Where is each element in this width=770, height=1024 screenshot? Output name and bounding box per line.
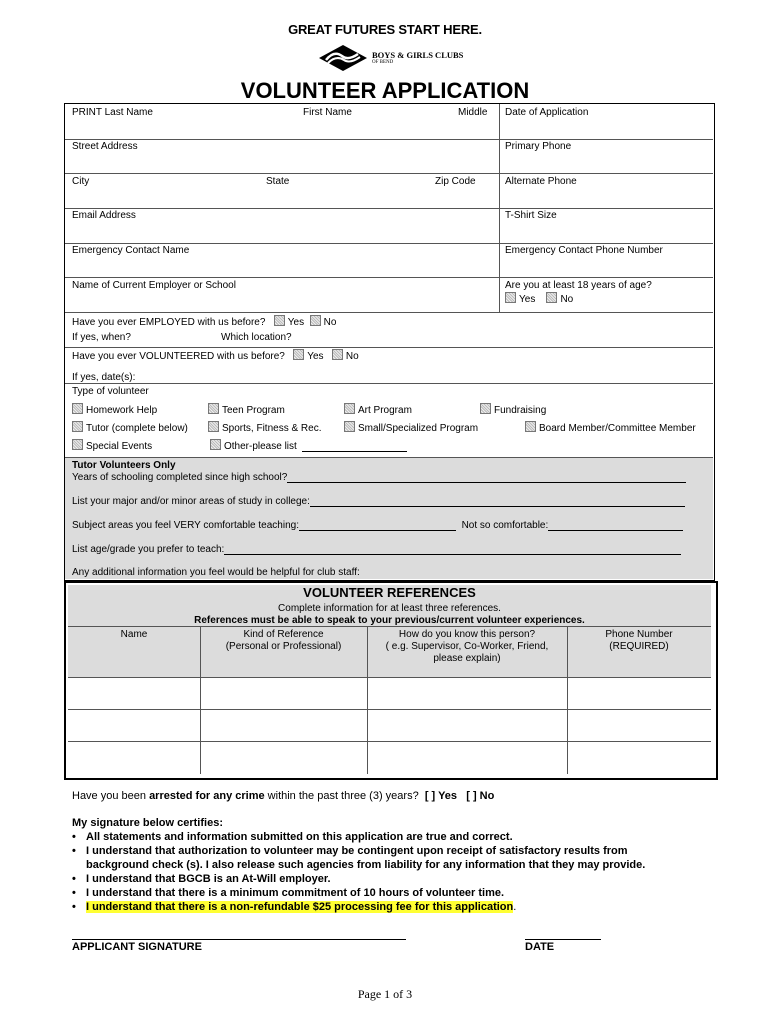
cert-item-3: I understand that BGCB is an At-Will employer. (86, 873, 331, 885)
logo-subtext: OF BEND (372, 60, 394, 65)
applicant-signature-label: APPLICANT SIGNATURE (72, 941, 202, 953)
zip-code-field[interactable]: Zip Code (435, 176, 476, 187)
comfortable-subjects-field[interactable]: Subject areas you feel VERY comfortable teaching: Not so comfortable: (72, 520, 683, 531)
fundraising-option[interactable]: Fundraising (480, 403, 546, 416)
which-location-field[interactable]: Which location? (221, 332, 292, 343)
page-number: Page 1 of 3 (357, 987, 413, 1001)
date-line[interactable] (525, 939, 601, 940)
volunteered-question (72, 349, 359, 362)
emergency-contact-phone-field[interactable]: Emergency Contact Phone Number (505, 245, 663, 256)
age-yes-label: Yes (519, 294, 536, 305)
employed-no-label: No (323, 317, 337, 328)
signature-line[interactable] (72, 939, 406, 940)
arrest-yes-option[interactable]: [ ] Yes (424, 790, 458, 802)
club-logo-icon (318, 44, 368, 72)
age-options (505, 292, 573, 305)
arrest-no-option[interactable]: [ ] No (466, 790, 495, 802)
tutor-option[interactable]: Tutor (complete below) (72, 421, 188, 434)
cert-item-1: All statements and information submitted on this application are true and correct. (86, 831, 513, 843)
bullet: • (72, 831, 76, 843)
volunteered-no-checkbox[interactable] (332, 349, 343, 360)
employed-yes-checkbox[interactable] (274, 315, 285, 326)
page-title: VOLUNTEER APPLICATION (240, 78, 530, 103)
emergency-contact-name-field[interactable]: Emergency Contact Name (72, 245, 190, 256)
age-no-label: No (560, 294, 574, 305)
age-yes-checkbox[interactable] (505, 292, 516, 303)
date-of-application-field[interactable]: Date of Application (505, 107, 589, 118)
employed-no-checkbox[interactable] (310, 315, 321, 326)
sports-option[interactable]: Sports, Fitness & Rec. (208, 421, 321, 434)
teen-program-option[interactable]: Teen Program (208, 403, 285, 416)
employed-question (72, 315, 336, 328)
state-field[interactable]: State (266, 176, 290, 187)
small-program-option[interactable]: Small/Specialized Program (344, 421, 478, 434)
homework-help-checkbox[interactable] (72, 403, 83, 414)
age-question: Are you at least 18 years of age? (505, 280, 652, 291)
logo-text: BOYS & GIRLS CLUBS (372, 50, 464, 60)
tshirt-size-field[interactable]: T-Shirt Size (505, 210, 557, 221)
alternate-phone-field[interactable]: Alternate Phone (505, 176, 577, 187)
other-checkbox[interactable] (210, 439, 221, 450)
email-address-field[interactable]: Email Address (72, 210, 136, 221)
additional-info-field[interactable]: Any additional information you feel would be helpful for club staff: (72, 567, 360, 578)
cert-item-5: I understand that there is a non-refundable $25 processing fee for this application. (86, 901, 517, 913)
certification-heading: My signature below certifies: (72, 817, 223, 829)
employed-question-text: Have you ever EMPLOYED with us before? (72, 317, 266, 328)
date-label: DATE (525, 941, 555, 953)
if-yes-when-field[interactable]: If yes, when? (72, 332, 131, 343)
art-program-checkbox[interactable] (344, 403, 355, 414)
other-option[interactable]: Other-please list (210, 439, 407, 452)
reference-row-3[interactable] (69, 742, 711, 772)
board-member-option[interactable]: Board Member/Committee Member (525, 421, 696, 434)
employed-yes-label: Yes (287, 317, 305, 328)
tagline: GREAT FUTURES START HERE. (288, 22, 482, 37)
tutor-heading: Tutor Volunteers Only (72, 460, 176, 471)
reference-row-2[interactable] (69, 710, 711, 740)
teen-program-checkbox[interactable] (208, 403, 219, 414)
references-heading: VOLUNTEER REFERENCES (303, 585, 476, 600)
bullet: • (72, 887, 76, 899)
other-input[interactable] (302, 442, 407, 452)
special-events-option[interactable]: Special Events (72, 439, 152, 452)
volunteered-yes-label: Yes (307, 351, 324, 362)
age-no-checkbox[interactable] (546, 292, 557, 303)
homework-help-option[interactable]: Homework Help (72, 403, 157, 416)
first-name-field[interactable]: First Name (303, 107, 352, 118)
middle-name-field[interactable]: Middle (458, 107, 488, 118)
ref-col-phone: Phone Number (REQUIRED) (605, 629, 673, 652)
major-field[interactable]: List your major and/or minor areas of study in college: (72, 496, 685, 507)
cert-item-4: I understand that there is a minimum commitment of 10 hours of volunteer time. (86, 887, 505, 899)
ref-col-how: How do you know this person? ( e.g. Supervisor, Co-Worker, Friend, please explain) (385, 629, 549, 664)
ref-col-kind: Kind of Reference (Personal or Professional) (225, 629, 342, 652)
bullet: • (72, 845, 76, 857)
bullet: • (72, 901, 76, 913)
references-sub1: Complete information for at least three references. (278, 603, 501, 614)
references-sub2: References must be able to speak to your previous/current volunteer experiences. (194, 615, 585, 626)
street-address-field[interactable]: Street Address (72, 141, 138, 152)
arrest-question: Have you been arrested for any crime within the past three (3) years? [ ] Yes [ ] No (72, 790, 495, 802)
cert-item-2: I understand that authorization to volunteer may be contingent upon receipt of satisfactory results from (86, 845, 628, 857)
if-yes-dates-field[interactable]: If yes, date(s): (72, 372, 136, 383)
years-schooling-field[interactable]: Years of schooling completed since high school? (72, 472, 686, 483)
employer-school-field[interactable]: Name of Current Employer or School (72, 280, 236, 291)
city-field[interactable]: City (72, 176, 90, 187)
reference-row-1[interactable] (69, 678, 711, 708)
type-of-volunteer-label: Type of volunteer (72, 386, 149, 397)
volunteered-question-text: Have you ever VOLUNTEERED with us before? (72, 351, 285, 362)
bullet: • (72, 873, 76, 885)
small-program-checkbox[interactable] (344, 421, 355, 432)
ref-col-name: Name (120, 629, 148, 640)
fundraising-checkbox[interactable] (480, 403, 491, 414)
highlighted-fee-text: I understand that there is a non-refundable $25 processing fee for this application (86, 901, 514, 913)
sports-checkbox[interactable] (208, 421, 219, 432)
tutor-checkbox[interactable] (72, 421, 83, 432)
volunteered-no-label: No (345, 351, 359, 362)
special-events-checkbox[interactable] (72, 439, 83, 450)
primary-phone-field[interactable]: Primary Phone (505, 141, 572, 152)
cert-item-2-cont: background check (s). I also release such agencies from liability for any information that they may provide. (86, 859, 646, 871)
club-logo (318, 44, 468, 74)
volunteered-yes-checkbox[interactable] (293, 349, 304, 360)
board-member-checkbox[interactable] (525, 421, 536, 432)
last-name-field[interactable]: PRINT Last Name (72, 107, 153, 118)
age-grade-field[interactable]: List age/grade you prefer to teach: (72, 544, 681, 555)
art-program-option[interactable]: Art Program (344, 403, 412, 416)
